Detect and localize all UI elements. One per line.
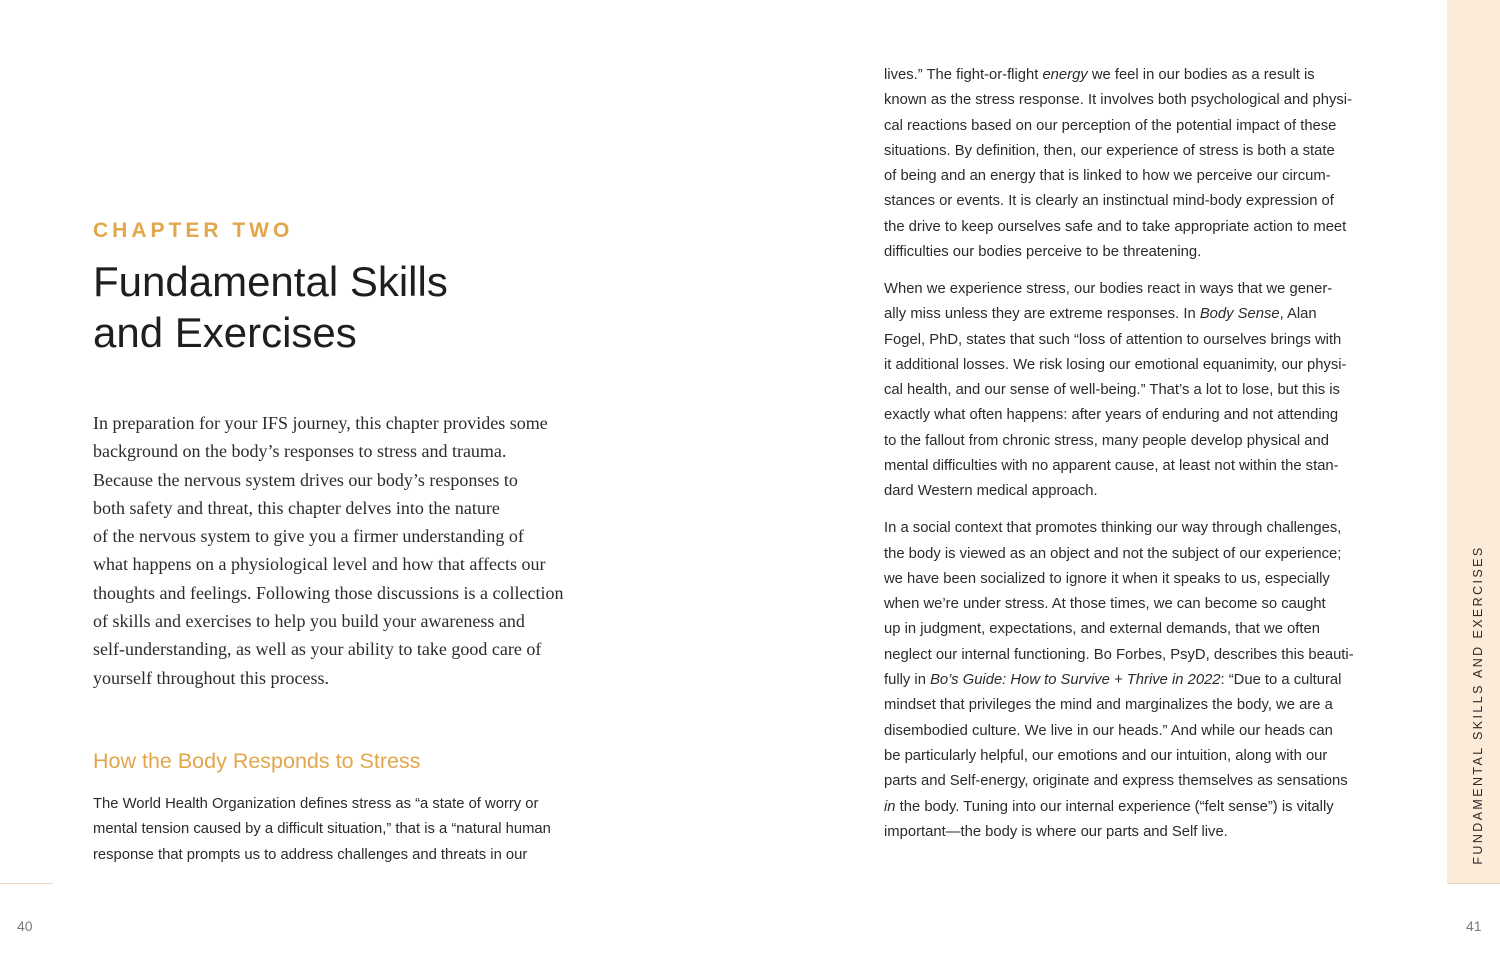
body-line: In a social context that promotes thinking our way through challenges, (884, 520, 1342, 537)
body-line: disembodied culture. We live in our heads.” And while our heads can (884, 722, 1333, 739)
body-line: when we’re under stress. At those times, we can become so caught (884, 596, 1326, 613)
body-line: difficulties our bodies perceive to be threatening. (884, 244, 1202, 261)
right-body-text (884, 63, 1424, 857)
intro-line: In preparation for your IFS journey, this chapter provides some (93, 413, 548, 433)
intro-line: background on the body’s responses to stress and trauma. (93, 441, 507, 462)
body-line: exactly what often happens: after years of enduring and not attending (884, 407, 1339, 424)
intro-line: yourself throughout this process. (93, 667, 329, 688)
body-line: in the body. Tuning into our internal experience (“felt sense”) is vitally (884, 798, 1334, 815)
page-number-left: 40 (17, 918, 33, 934)
body-line: important—the body is where our parts and Self live. (884, 823, 1228, 840)
intro-line: self-understanding, as well as your ability to take good care of (93, 639, 542, 660)
body-line: parts and Self-energy, originate and express themselves as sensations (884, 773, 1348, 790)
body-line: mindset that privileges the mind and marginalizes the body, we are a (884, 697, 1333, 714)
body-line: When we experience stress, our bodies react in ways that we gener- (884, 280, 1333, 297)
body-line: dard Western medical approach. (884, 483, 1098, 500)
body-line: cal health, and our sense of well-being.” That’s a lot to lose, but this is (884, 382, 1340, 399)
body-line: fully in Bo’s Guide: How to Survive + Thrive in 2022: “Due to a cultural (884, 672, 1342, 689)
chapter-intro (93, 409, 633, 692)
paragraph (884, 516, 1424, 845)
section-heading: How the Body Responds to Stress (93, 749, 421, 773)
chapter-title-line: and Exercises (93, 309, 357, 356)
body-line: it additional losses. We risk losing our emotional equanimity, our physi- (884, 356, 1347, 373)
body-line: the drive to keep ourselves safe and to take appropriate action to meet (884, 218, 1347, 235)
body-line: response that prompts us to address challenges and threats in our (93, 846, 528, 863)
body-line: lives.” The fight-or-flight energy we feel in our bodies as a result is (884, 67, 1315, 83)
chapter-title (93, 256, 613, 358)
body-line: to the fallout from chronic stress, many people develop physical and (884, 432, 1329, 449)
intro-line: thoughts and feelings. Following those discussions is a collection (93, 582, 564, 603)
intro-line: what happens on a physiological level and how that affects our (93, 554, 546, 575)
page-number-right: 41 (1466, 918, 1482, 934)
running-head: FUNDAMENTAL SKILLS AND EXERCISES (1471, 545, 1485, 865)
body-line: known as the stress response. It involves both psychological and physi- (884, 92, 1352, 109)
left-body-text (93, 792, 633, 868)
body-line: mental tension caused by a difficult situation,” that is a “natural human (93, 821, 551, 838)
intro-line: of the nervous system to give you a firmer understanding of (93, 526, 524, 547)
intro-line: both safety and threat, this chapter delves into the nature (93, 497, 500, 518)
body-line: we have been socialized to ignore it when it speaks to us, especially (884, 570, 1330, 587)
paragraph (884, 277, 1424, 505)
body-line: cal reactions based on our perception of the potential impact of these (884, 117, 1337, 134)
chapter-title-line: Fundamental Skills (93, 258, 448, 305)
body-line: stances or events. It is clearly an instinctual mind-body expression of (884, 193, 1334, 210)
chapter-label: CHAPTER TWO (93, 219, 294, 242)
body-line: situations. By definition, then, our experience of stress is both a state (884, 142, 1335, 159)
intro-line: Because the nervous system drives our body’s responses to (93, 469, 518, 490)
body-line: mental difficulties with no apparent cause, at least not within the stan- (884, 458, 1339, 475)
body-line: the body is viewed as an object and not the subject of our experience; (884, 545, 1342, 562)
folio-rule-right (1447, 883, 1500, 884)
body-line: be particularly helpful, our emotions and our intuition, along with our (884, 747, 1328, 764)
body-line: The World Health Organization defines stress as “a state of worry or (93, 796, 539, 812)
intro-line: of skills and exercises to help you build your awareness and (93, 611, 525, 632)
body-line: ally miss unless they are extreme responses. In Body Sense, Alan (884, 306, 1317, 323)
folio-rule-left (0, 883, 53, 884)
body-line: Fogel, PhD, states that such “loss of attention to ourselves brings with (884, 331, 1342, 348)
body-line: of being and an energy that is linked to how we perceive our circum- (884, 168, 1331, 185)
body-line: up in judgment, expectations, and external demands, that we often (884, 621, 1320, 638)
paragraph (884, 63, 1424, 265)
body-line: neglect our internal functioning. Bo Forbes, PsyD, describes this beauti- (884, 646, 1354, 663)
